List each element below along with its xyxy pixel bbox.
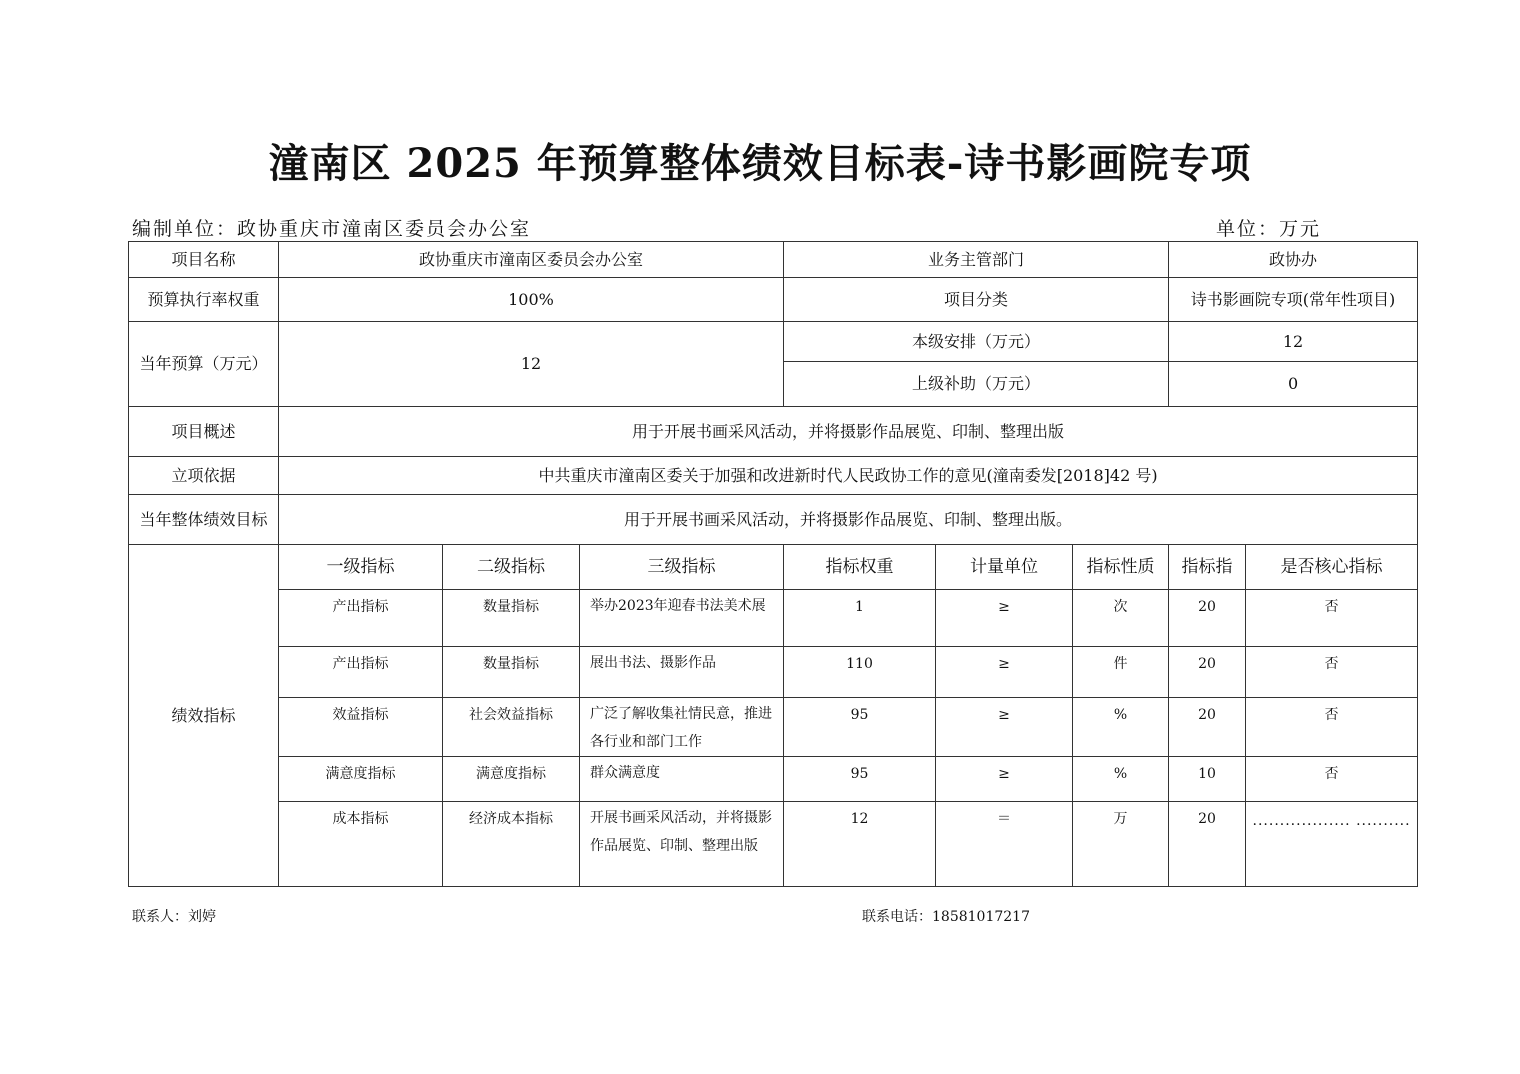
money-unit: 单位：万元 <box>1216 218 1322 240</box>
budget-label: 当年预算（万元） <box>129 322 279 407</box>
project-name-value: 政协重庆市潼南区委员会办公室 <box>279 242 784 278</box>
row-level1: 成本指标 <box>279 802 443 887</box>
row-unit: ≥ <box>936 590 1073 647</box>
project-name-label: 项目名称 <box>129 242 279 278</box>
goal-value: 用于开展书画采风活动，并将摄影作品展览、印制、整理出版。 <box>279 495 1418 545</box>
subsidy-value: 0 <box>1169 362 1418 407</box>
basis-value: 中共重庆市潼南区委关于加强和改进新时代人民政协工作的意见(潼南委发[2018]42 号) <box>279 457 1418 495</box>
header-level3: 三级指标 <box>580 545 784 590</box>
row-level2: 社会效益指标 <box>443 698 580 757</box>
row-level3: 群众满意度 <box>580 757 784 802</box>
header-unit: 计量单位 <box>936 545 1073 590</box>
budget-value: 12 <box>279 322 784 407</box>
overview-label: 项目概述 <box>129 407 279 457</box>
row-nature: % <box>1073 757 1169 802</box>
indicators-section-label: 绩效指标 <box>129 545 279 887</box>
header-nature: 指标性质 <box>1073 545 1169 590</box>
indicator-row <box>129 590 1418 647</box>
row-score: 10 <box>1169 757 1246 802</box>
contact-person: 联系人：刘婷 <box>132 909 216 925</box>
row-weight: 12 <box>784 802 936 887</box>
row-score: 20 <box>1169 698 1246 757</box>
row-score: 20 <box>1169 647 1246 698</box>
row-level1: 效益指标 <box>279 698 443 757</box>
category-label: 项目分类 <box>784 278 1169 322</box>
category-value: 诗书影画院专项(常年性项目) <box>1169 278 1418 322</box>
row-level2: 数量指标 <box>443 647 580 698</box>
row-level1: 满意度指标 <box>279 757 443 802</box>
row-nature: 次 <box>1073 590 1169 647</box>
row-level3: 开展书画采风活动，并将摄影作品展览、印制、整理出版 <box>580 802 784 887</box>
row-score: 20 <box>1169 802 1246 887</box>
row-nature: 万 <box>1073 802 1169 887</box>
row-nature: 件 <box>1073 647 1169 698</box>
row-level3: 广泛了解收集社情民意，推进各行业和部门工作 <box>580 698 784 757</box>
row-unit: ≥ <box>936 647 1073 698</box>
row-core: 否 <box>1246 757 1418 802</box>
row-level2: 满意度指标 <box>443 757 580 802</box>
header-score: 指标指 <box>1169 545 1246 590</box>
exec-weight-label: 预算执行率权重 <box>129 278 279 322</box>
header-weight: 指标权重 <box>784 545 936 590</box>
local-value: 12 <box>1169 322 1418 362</box>
dept-value: 政协办 <box>1169 242 1418 278</box>
contact-phone: 联系电话：18581017217 <box>862 909 1030 925</box>
page-title: 潼南区 2025 年预算整体绩效目标表-诗书影画院专项 <box>268 140 1252 187</box>
row-weight: 1 <box>784 590 936 647</box>
row-level1: 产出指标 <box>279 647 443 698</box>
row-core: 否 <box>1246 647 1418 698</box>
header-level2: 二级指标 <box>443 545 580 590</box>
indicator-row <box>129 647 1418 698</box>
row-nature: % <box>1073 698 1169 757</box>
row-level3: 举办2023年迎春书法美术展 <box>580 590 784 647</box>
row-level2: 数量指标 <box>443 590 580 647</box>
performance-table <box>128 241 1418 887</box>
indicator-row <box>129 802 1418 887</box>
basis-label: 立项依据 <box>129 457 279 495</box>
row-level3: 展出书法、摄影作品 <box>580 647 784 698</box>
header-level1: 一级指标 <box>279 545 443 590</box>
row-level2: 经济成本指标 <box>443 802 580 887</box>
indicator-row <box>129 757 1418 802</box>
row-weight: 95 <box>784 757 936 802</box>
row-weight: 110 <box>784 647 936 698</box>
compiling-unit: 编制单位：政协重庆市潼南区委员会办公室 <box>132 218 532 240</box>
row-unit: ≥ <box>936 698 1073 757</box>
header-core: 是否核心指标 <box>1246 545 1418 590</box>
indicator-row <box>129 698 1418 757</box>
row-core: 否 <box>1246 590 1418 647</box>
row-core: 否 <box>1246 698 1418 757</box>
row-level1: 产出指标 <box>279 590 443 647</box>
row-weight: 95 <box>784 698 936 757</box>
overview-value: 用于开展书画采风活动，并将摄影作品展览、印制、整理出版 <box>279 407 1418 457</box>
dept-label: 业务主管部门 <box>784 242 1169 278</box>
subsidy-label: 上级补助（万元） <box>784 362 1169 407</box>
local-label: 本级安排（万元） <box>784 322 1169 362</box>
exec-weight-value: 100% <box>279 278 784 322</box>
row-score: 20 <box>1169 590 1246 647</box>
row-unit: ≥ <box>936 757 1073 802</box>
row-core: .................. .......... <box>1246 802 1418 887</box>
goal-label: 当年整体绩效目标 <box>129 495 279 545</box>
row-unit: ＝ <box>936 802 1073 887</box>
